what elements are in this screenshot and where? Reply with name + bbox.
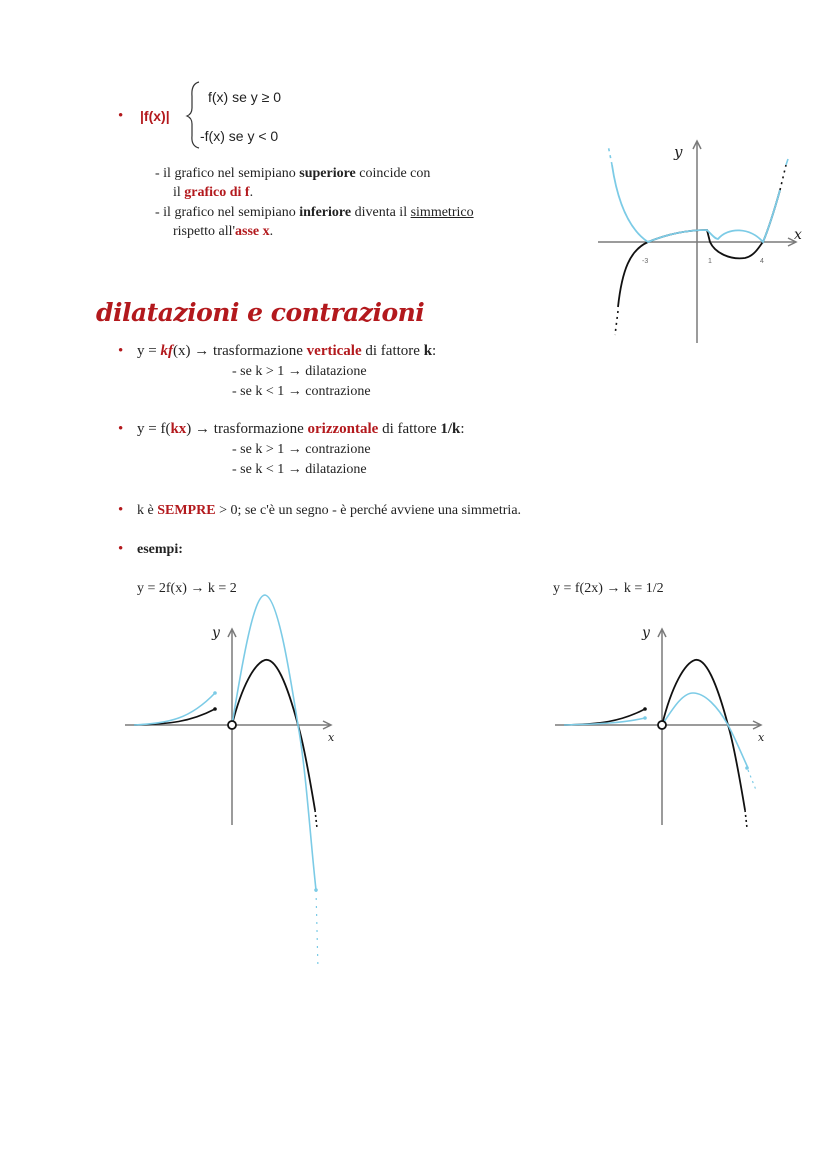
example1-graph xyxy=(120,585,350,975)
horizontal-sub2: - se k < 1 → dilatazione xyxy=(232,462,367,477)
note-upper: - il grafico nel semipiano superiore coincide con il grafico di f. xyxy=(155,166,431,200)
blue-curve xyxy=(134,693,215,725)
example1-caption: y = 2f(x) → k = 2 xyxy=(137,581,237,596)
note-lower: - il grafico nel semipiano inferiore diventa il simmetrico rispetto all'asse x. xyxy=(155,205,474,239)
y-label: y xyxy=(674,143,683,161)
vertical-sub2: - se k < 1 → contrazione xyxy=(232,384,371,399)
blue-curve xyxy=(232,595,316,890)
y-label: y xyxy=(642,625,650,641)
black-curve xyxy=(618,190,780,307)
case-negative: -f(x) se y < 0 xyxy=(200,128,279,144)
x-label: x xyxy=(758,731,765,744)
example2-graph xyxy=(550,585,780,845)
esempi-label: esempi: xyxy=(137,542,183,557)
blue-curve xyxy=(612,165,780,242)
abs-graph xyxy=(590,135,805,350)
bullet-icon: • xyxy=(118,421,124,437)
black-curve xyxy=(134,709,215,725)
vertical-sub1: - se k > 1 → dilatazione xyxy=(232,364,367,379)
blue-curve-dashed xyxy=(608,145,612,165)
section-title: dilatazioni e contrazioni xyxy=(96,298,425,327)
horizontal-sub1: - se k > 1 → contrazione xyxy=(232,442,371,457)
origin-icon xyxy=(228,721,236,729)
horizontal-rule: y = f(kx) → trasformazione orizzontale di fattore 1/k: xyxy=(137,421,465,437)
y-label: y xyxy=(212,625,220,641)
tick-label: 4 xyxy=(760,258,764,265)
k-note: k è SEMPRE > 0; se c'è un segno - è perché avviene una simmetria. xyxy=(137,503,522,518)
bullet-icon: • xyxy=(118,541,124,557)
abs-label: |f(x)| xyxy=(140,108,170,124)
bullet-icon: • xyxy=(118,343,124,359)
x-label: x xyxy=(328,731,335,744)
example2-caption: y = f(2x) → k = 1/2 xyxy=(553,581,664,596)
case-positive: f(x) se y ≥ 0 xyxy=(208,89,282,105)
blue-curve-dashed xyxy=(786,159,788,165)
black-curve-dashed xyxy=(615,311,618,335)
bullet-icon: • xyxy=(118,502,124,518)
tick-label: 1 xyxy=(708,258,712,265)
tick-label: -3 xyxy=(642,258,649,265)
black-curve xyxy=(232,660,315,810)
vertical-rule: y = kf(x) → trasformazione verticale di fattore k: xyxy=(137,343,437,359)
x-label: x xyxy=(794,227,802,243)
black-curve-dashed xyxy=(780,165,786,190)
origin-icon xyxy=(658,721,666,729)
bullet-icon: • xyxy=(118,108,124,124)
